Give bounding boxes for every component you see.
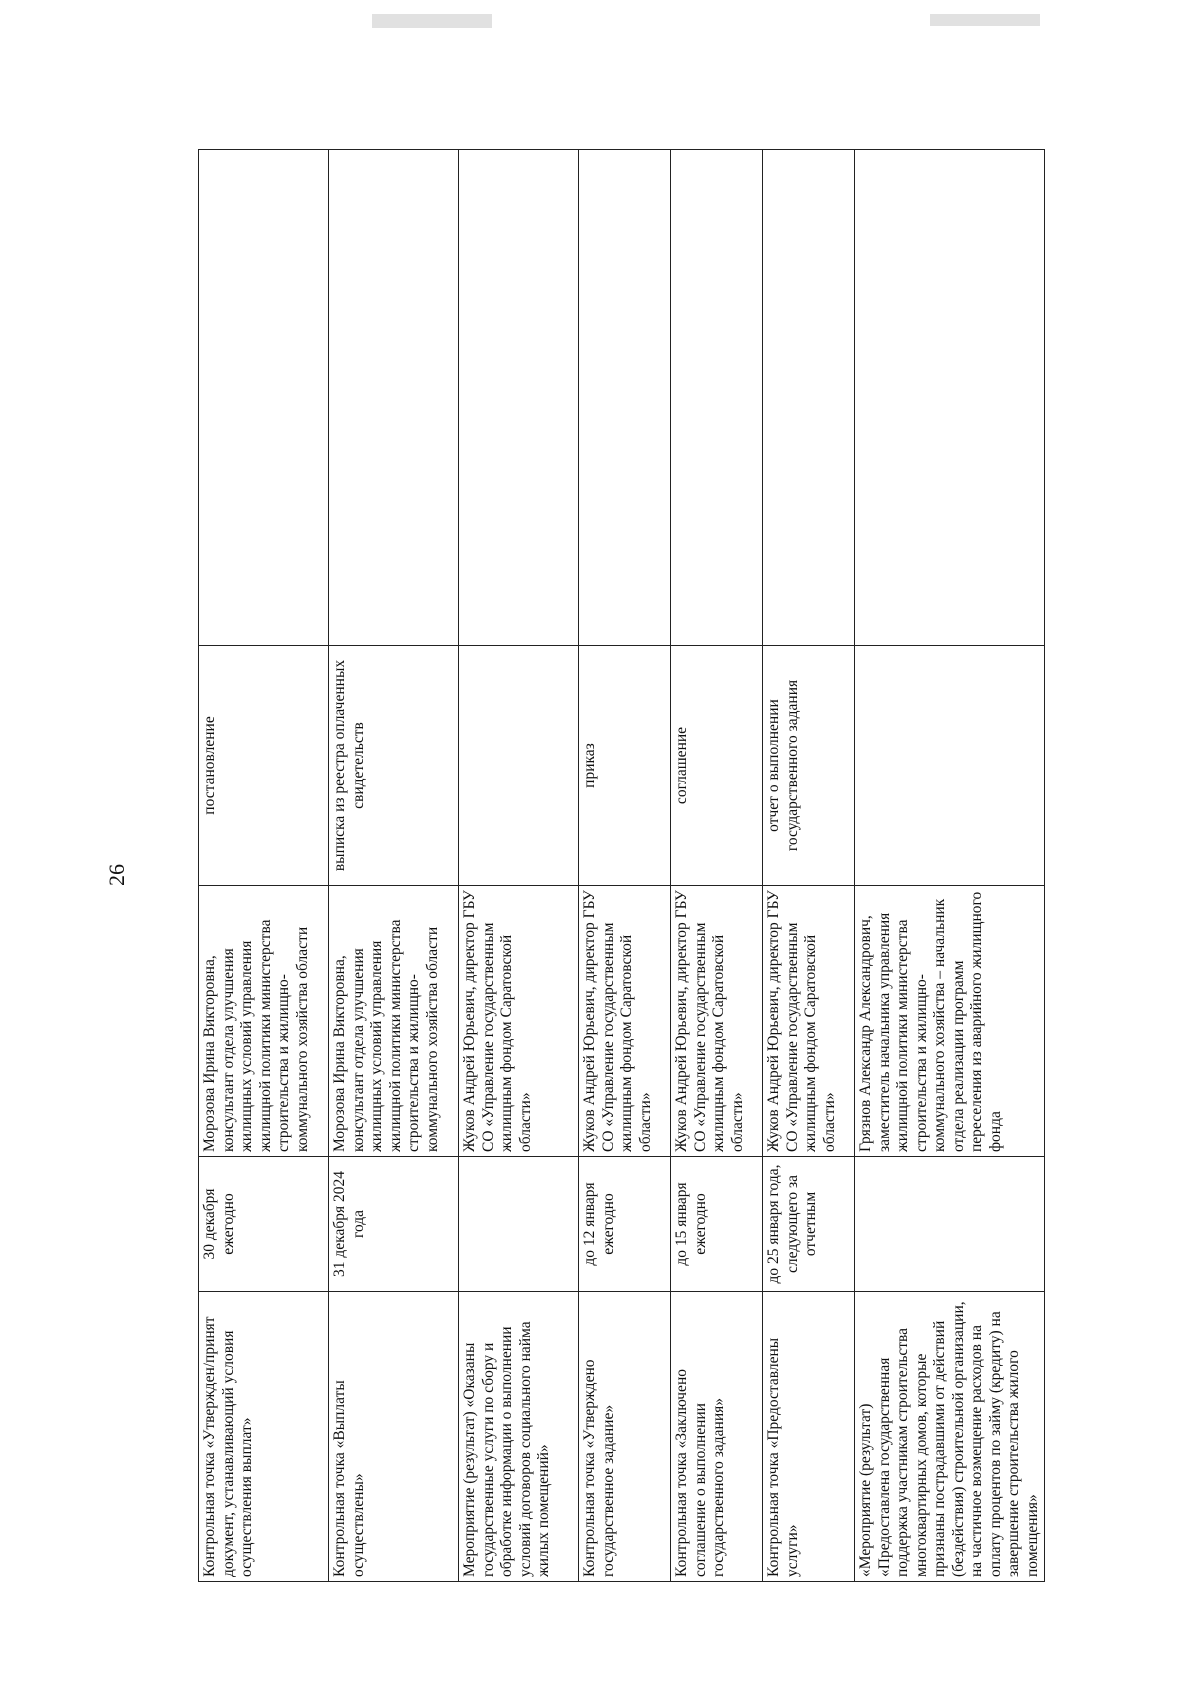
- deadline-cell: 30 декабря ежегодно: [199, 1157, 329, 1292]
- document-cell: постановление: [199, 646, 329, 886]
- responsible-cell: Жуков Андрей Юрьевич, директор ГБУ СО «Управление государственным жилищным фондом Саратовской области»: [459, 886, 579, 1157]
- event-cell: Контрольная точка «Заключено соглашение о выполнении государственного задания»: [671, 1292, 763, 1582]
- deadline-cell: [855, 1157, 1045, 1292]
- event-cell: Контрольная точка «Утверждено государственное задание»: [579, 1292, 671, 1582]
- event-cell: Контрольная точка «Выплаты осуществлены»: [329, 1292, 459, 1582]
- responsible-cell: Жуков Андрей Юрьевич, директор ГБУ СО «Управление государственным жилищным фондом Саратовской области»: [671, 886, 763, 1157]
- note-cell: [199, 150, 329, 646]
- table-row: [855, 150, 1045, 1582]
- document-cell: отчет о выполнении государственного задания: [763, 646, 855, 886]
- event-cell: Контрольная точка «Предоставлены услуги»: [763, 1292, 855, 1582]
- note-cell: [671, 150, 763, 646]
- rotated-table-container: [198, 150, 1041, 1582]
- responsible-cell: Жуков Андрей Юрьевич, директор ГБУ СО «Управление государственным жилищным фондом Саратовской области»: [579, 886, 671, 1157]
- page-number: 26: [104, 864, 129, 886]
- plan-table: [198, 149, 1045, 1582]
- document-cell: [855, 646, 1045, 886]
- deadline-cell: до 12 января ежегодно: [579, 1157, 671, 1292]
- document-cell: соглашение: [671, 646, 763, 886]
- deadline-cell: [459, 1157, 579, 1292]
- document-cell: выписка из реестра оплаченных свидетельств: [329, 646, 459, 886]
- event-cell: «Мероприятие (результат) «Предоставлена государственная поддержка участникам строительства многоквартирных домов, которые признаны пострадавшими от действий (бездействия) строительной организации, на частичное возмещение расходов на оплату процентов по займу (кредиту) на завершение строительства жилого помещения»: [855, 1292, 1045, 1582]
- responsible-cell: Грязнов Александр Александрович, заместитель начальника управления жилищной политики министерства строительства и жилищно-коммунального хозяйства – начальник отдела реализации программ переселения из аварийного жилищного фонда: [855, 886, 1045, 1157]
- note-cell: [763, 150, 855, 646]
- table-row: [199, 150, 329, 1582]
- table-row: [579, 150, 671, 1582]
- note-cell: [459, 150, 579, 646]
- event-cell: Мероприятие (результат) «Оказаны государственные услуги по сбору и обработке информации о выполнении условий договоров социального найма жилых помещений»: [459, 1292, 579, 1582]
- table-row: [671, 150, 763, 1582]
- note-cell: [579, 150, 671, 646]
- note-cell: [855, 150, 1045, 646]
- document-cell: [459, 646, 579, 886]
- note-cell: [329, 150, 459, 646]
- table-row: [329, 150, 459, 1582]
- event-cell: Контрольная точка «Утвержден/принят документ, устанавливающий условия осуществления выплат»: [199, 1292, 329, 1582]
- deadline-cell: 31 декабря 2024 года: [329, 1157, 459, 1292]
- scan-artifact-right: [930, 14, 1040, 26]
- document-cell: приказ: [579, 646, 671, 886]
- responsible-cell: Морозова Ирина Викторовна, консультант отдела улучшения жилищных условий управления жилищной политики министерства строительства и жилищно-коммунального хозяйства области: [329, 886, 459, 1157]
- responsible-cell: Жуков Андрей Юрьевич, директор ГБУ СО «Управление государственным жилищным фондом Саратовской области»: [763, 886, 855, 1157]
- deadline-cell: до 25 января года, следующего за отчетным: [763, 1157, 855, 1292]
- table-row: [459, 150, 579, 1582]
- responsible-cell: Морозова Ирина Викторовна, консультант отдела улучшения жилищных условий управления жилищной политики министерства строительства и жилищно-коммунального хозяйства области: [199, 886, 329, 1157]
- deadline-cell: до 15 января ежегодно: [671, 1157, 763, 1292]
- table-row: [763, 150, 855, 1582]
- scan-artifact-left: [372, 14, 492, 28]
